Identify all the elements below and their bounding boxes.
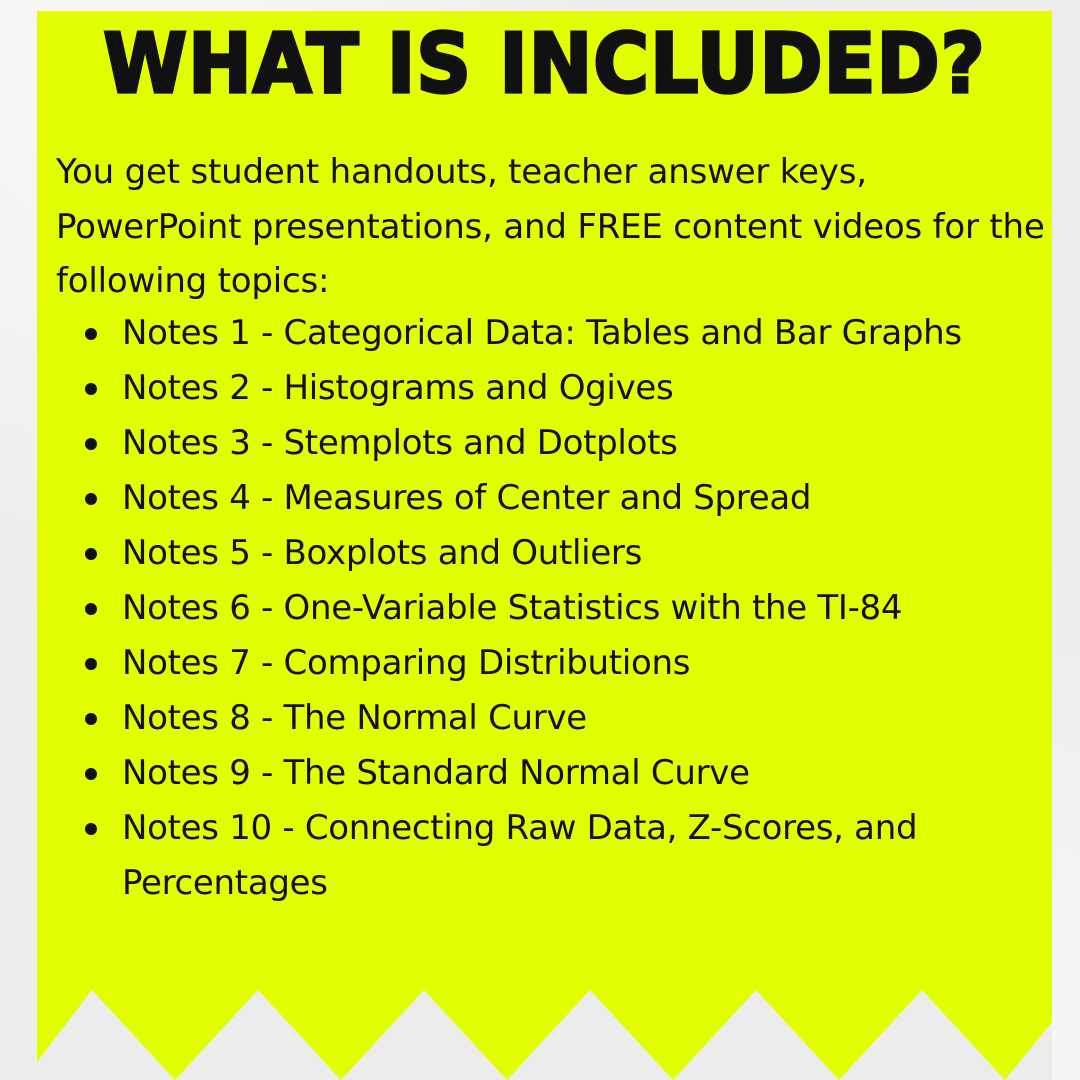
list-item bbox=[82, 306, 1044, 361]
bullet-icon bbox=[85, 493, 97, 505]
topic-label: Notes 3 - Stemplots and Dotplots bbox=[122, 423, 678, 463]
bullet-icon bbox=[85, 328, 97, 340]
topic-label: Notes 7 - Comparing Distributions bbox=[122, 643, 691, 683]
list-item bbox=[82, 581, 1044, 636]
bullet-icon bbox=[85, 658, 97, 670]
bullet-icon bbox=[85, 548, 97, 560]
topic-label: Notes 4 - Measures of Center and Spread bbox=[122, 478, 812, 518]
list-item bbox=[82, 636, 1044, 691]
list-item bbox=[82, 416, 1044, 471]
topic-label: Notes 9 - The Standard Normal Curve bbox=[122, 753, 750, 793]
list-item bbox=[82, 361, 1044, 416]
list-item bbox=[82, 801, 1044, 911]
bullet-icon bbox=[85, 603, 97, 615]
topic-label: Notes 2 - Histograms and Ogives bbox=[122, 368, 674, 408]
list-item bbox=[82, 526, 1044, 581]
list-item bbox=[82, 691, 1044, 746]
topic-label: Notes 10 - Connecting Raw Data, Z-Scores, and Percentages bbox=[122, 808, 918, 903]
topic-label: Notes 1 - Categorical Data: Tables and Bar Graphs bbox=[122, 313, 962, 353]
topics-list bbox=[82, 306, 1044, 911]
topic-label: Notes 8 - The Normal Curve bbox=[122, 698, 587, 738]
list-item bbox=[82, 746, 1044, 801]
bullet-icon bbox=[85, 438, 97, 450]
bullet-icon bbox=[85, 713, 97, 725]
zigzag-bottom-edge bbox=[37, 990, 1052, 1080]
bullet-icon bbox=[85, 823, 97, 835]
topic-label: Notes 6 - One-Variable Statistics with the TI-84 bbox=[122, 588, 903, 628]
page-title: WHAT IS INCLUDED? bbox=[103, 15, 986, 112]
bullet-icon bbox=[85, 768, 97, 780]
list-item bbox=[82, 471, 1044, 526]
topic-label: Notes 5 - Boxplots and Outliers bbox=[122, 533, 643, 573]
bullet-icon bbox=[85, 383, 97, 395]
intro-paragraph: You get student handouts, teacher answer keys, PowerPoint presentations, and FREE content videos for the following topics: bbox=[56, 152, 1045, 301]
